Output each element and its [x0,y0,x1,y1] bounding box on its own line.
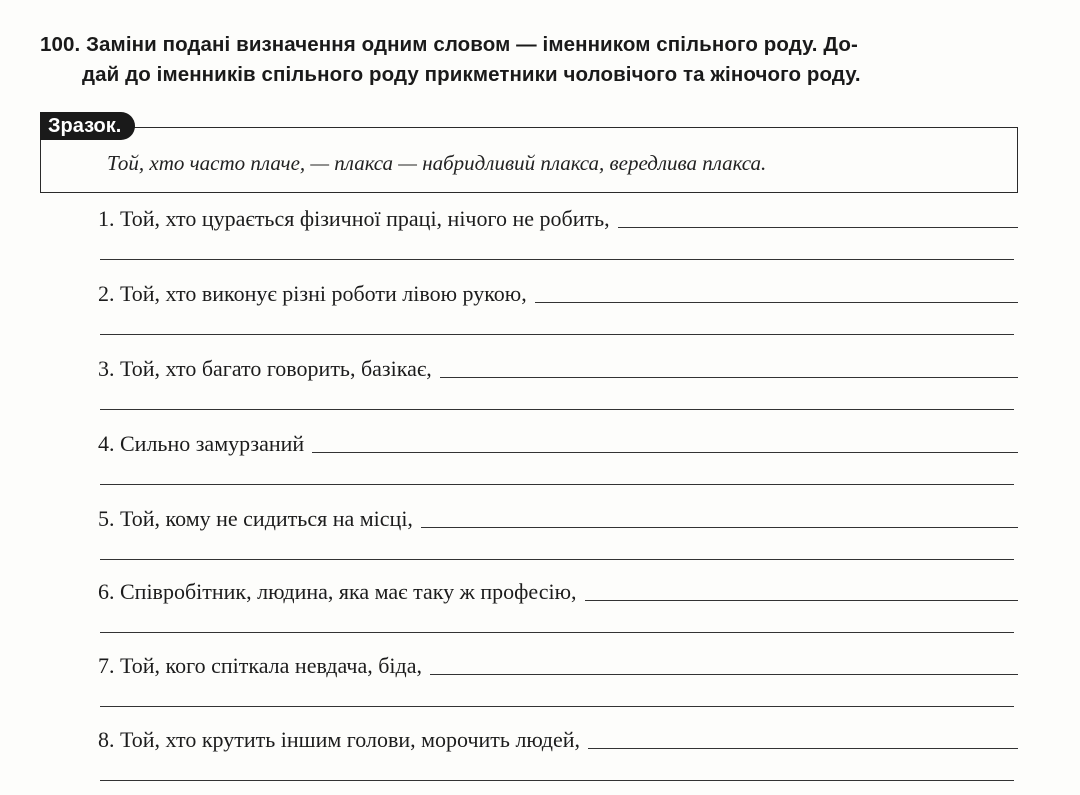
item-prompt: 5. Той, кому не сидиться на місці, [98,506,413,531]
item-prompt: 2. Той, хто виконує різні роботи лівою рукою, [98,281,527,306]
answer-line[interactable] [585,600,1019,601]
exercise-item-7 [98,652,1018,680]
answer-line[interactable] [421,527,1018,528]
answer-line-continuation[interactable] [100,780,1014,781]
answer-line-continuation[interactable] [100,706,1014,707]
item-prompt: 3. Той, хто багато говорить, базікає, [98,356,432,381]
answer-line-continuation[interactable] [100,559,1014,560]
task-instruction-line-2: дай до іменників спільного роду прикметники чоловічого та жіночого роду. [82,63,861,86]
item-prompt: 4. Сильно замурзаний [98,431,305,456]
answer-line[interactable] [588,748,1018,749]
sample-text: Той, хто часто плаче, — плакса — набридливий плакса, вередлива плакса. [107,151,767,175]
exercise-item-8 [98,726,1018,754]
task-instruction-line-1: Заміни подані визначення одним словом — іменником спільного роду. До- [86,33,858,56]
exercise-item-5 [98,505,1018,533]
answer-line-continuation[interactable] [100,334,1014,335]
answer-line-continuation[interactable] [100,484,1014,485]
exercise-item-2 [98,280,1018,308]
item-prompt: 7. Той, кого спіткала невдача, біда, [98,653,422,678]
exercise-item-3 [98,355,1018,383]
answer-line[interactable] [440,377,1018,378]
answer-line-continuation[interactable] [100,409,1014,410]
answer-line[interactable] [430,674,1018,675]
answer-line[interactable] [312,452,1018,453]
exercise-item-6 [98,578,1018,606]
answer-line-continuation[interactable] [100,632,1014,633]
exercise-item-4 [98,430,1018,458]
item-prompt: 1. Той, хто цурається фізичної праці, нічого не робить, [98,206,610,231]
answer-line[interactable] [535,302,1018,303]
exercise-item-1 [98,205,1018,233]
task-instructions [40,30,1030,90]
answer-line-continuation[interactable] [100,259,1014,260]
item-prompt: 6. Співробітник, людина, яка має таку ж професію, [98,579,577,604]
item-prompt: 8. Той, хто крутить іншим голови, морочить людей, [98,727,580,752]
task-number: 100. [40,33,81,56]
answer-line[interactable] [618,227,1018,228]
sample-label: Зразок. [40,112,135,140]
